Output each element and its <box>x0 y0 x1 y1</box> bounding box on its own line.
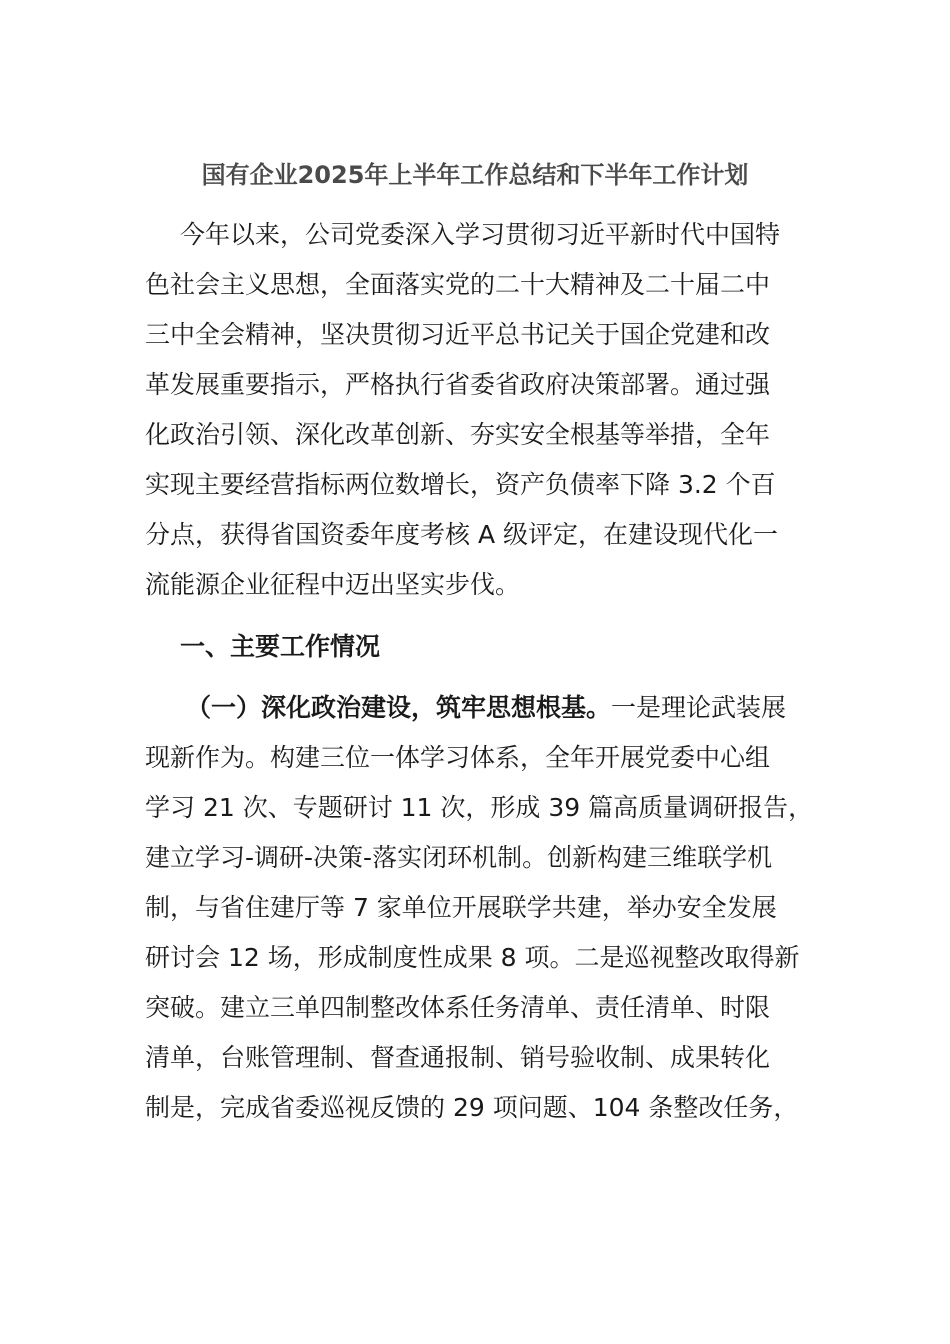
section-heading: 一、主要工作情况 <box>180 632 381 661</box>
paragraph-line: 实现主要经营指标两位数增长，资产负债率下降 3.2 个百 <box>145 470 776 499</box>
paragraph-line: 三中全会精神，坚决贯彻习近平总书记关于国企党建和改 <box>145 320 771 349</box>
paragraph-line: 化政治引领、深化改革创新、夯实安全根基等举措，全年 <box>145 420 771 449</box>
paragraph-line: 建立学习-调研-决策-落实闭环机制。创新构建三维联学机 <box>145 843 773 872</box>
sub-heading-rest: 一是理论武装展 <box>611 693 787 722</box>
paragraph-line: 今年以来，公司党委深入学习贯彻习近平新时代中国特 <box>180 220 781 249</box>
paragraph-line: 制，与省住建厅等 7 家单位开展联学共建，举办安全发展 <box>145 893 777 922</box>
paragraph-line: 色社会主义思想，全面落实党的二十大精神及二十届二中 <box>145 270 771 299</box>
sub-heading-line <box>186 688 786 728</box>
document-title: 国有企业2025年上半年工作总结和下半年工作计划 <box>201 161 749 189</box>
paragraph-line: 流能源企业征程中迈出坚实步伐。 <box>145 570 521 599</box>
paragraph-line: 革发展重要指示，严格执行省委省政府决策部署。通过强 <box>145 370 771 399</box>
paragraph-line: 制是，完成省委巡视反馈的 29 项问题、104 条整改任务， <box>145 1093 799 1122</box>
paragraph-line: 研讨会 12 场，形成制度性成果 8 项。二是巡视整改取得新 <box>145 943 800 972</box>
paragraph-line: 分点，获得省国资委年度考核 A 级评定，在建设现代化一 <box>145 520 778 549</box>
paragraph-line: 现新作为。构建三位一体学习体系，全年开展党委中心组 <box>145 743 771 772</box>
paragraph-line: 突破。建立三单四制整改体系任务清单、责任清单、时限 <box>145 993 771 1022</box>
paragraph-line: 清单，台账管理制、督查通报制、销号验收制、成果转化 <box>145 1043 771 1072</box>
sub-heading-bold: （一）深化政治建设，筑牢思想根基。 <box>186 693 612 722</box>
paragraph-line: 学习 21 次、专题研讨 11 次，形成 39 篇高质量调研报告， <box>145 793 814 822</box>
